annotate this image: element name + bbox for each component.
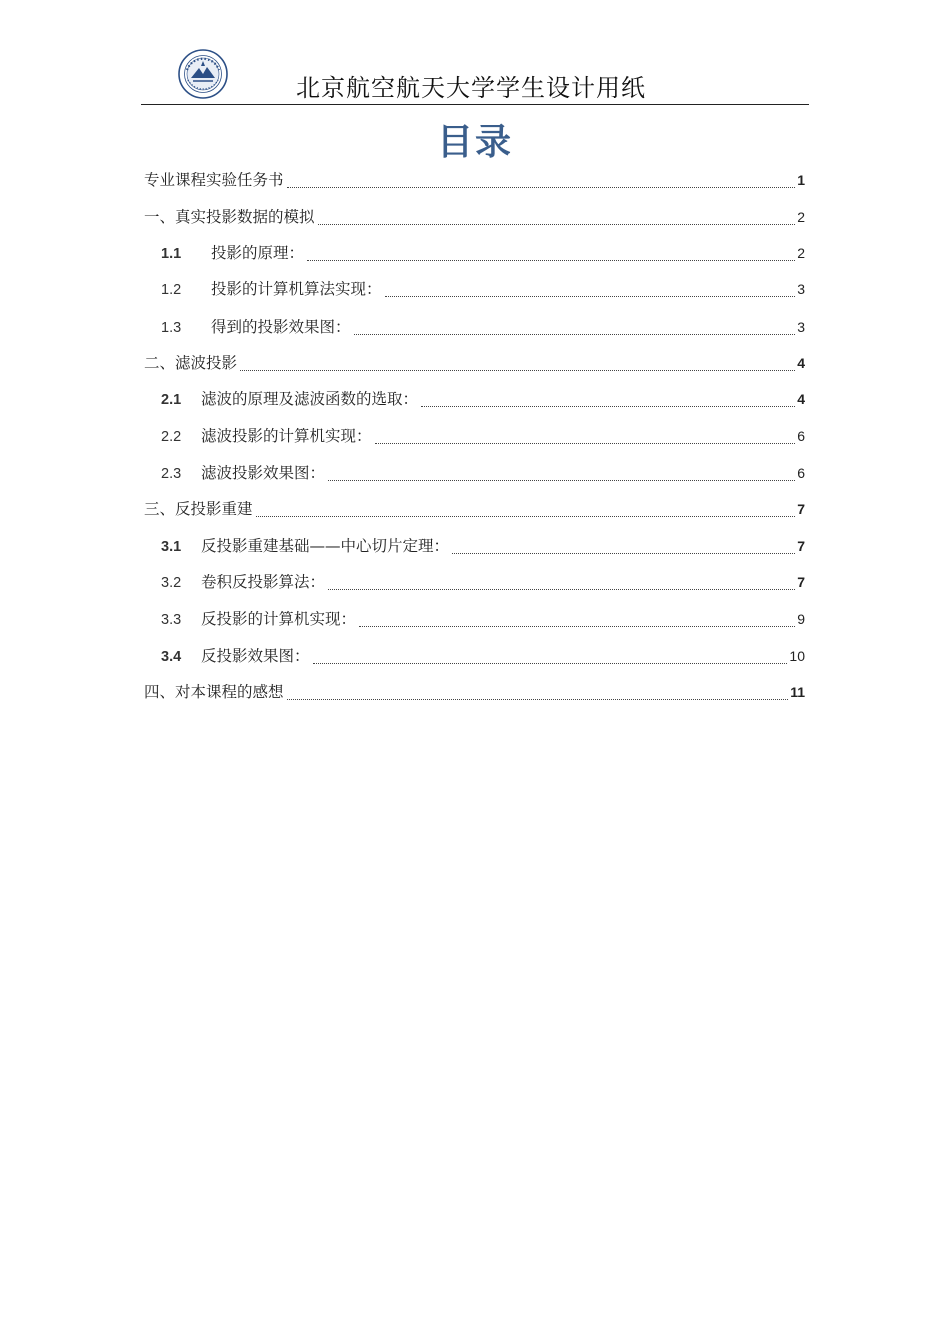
toc-dot-leader [287,699,789,700]
toc-entry[interactable] [161,241,805,265]
toc-entry-page: 3 [797,281,805,297]
toc-dot-leader [256,516,796,517]
toc-heading: 目录 [436,122,513,163]
toc-entry-number: 3.1 [161,539,182,555]
toc-entry-page: 2 [797,209,805,225]
toc-dot-leader [328,589,795,590]
toc-entry-label: 滤波的原理及滤波函数的选取： [201,390,419,408]
toc-entry-number: 3.2 [161,575,182,591]
toc-entry-page: 9 [797,611,805,627]
toc-entry[interactable] [161,607,805,631]
toc-entry-page: 6 [797,428,805,444]
toc-entry-page: 4 [797,355,805,371]
toc-entry-page: 2 [797,245,805,261]
toc-dot-leader [452,553,795,554]
toc-entry[interactable] [161,277,805,301]
toc-entry[interactable] [144,205,805,229]
toc-entry[interactable] [161,570,805,594]
toc-entry[interactable] [161,387,805,411]
toc-entry-label: 得到的投影效果图： [211,318,351,336]
toc-entry[interactable] [144,168,805,192]
toc-entry-number: 1.3 [161,320,182,336]
toc-entry-number: 2.2 [161,429,182,445]
toc-entry-page: 7 [797,501,805,517]
toc-entry-page: 7 [797,538,805,554]
toc-entry-label: 二、滤波投影 [144,354,238,372]
toc-entry[interactable] [161,534,805,558]
toc-dot-leader [318,224,796,225]
toc-entry-label: 专业课程实验任务书 [144,171,284,189]
toc-entry-page: 1 [797,172,805,188]
toc-entry-label: 投影的原理： [211,244,305,262]
toc-entry-page: 4 [797,391,805,407]
toc-dot-leader [313,663,788,664]
toc-entry-label: 三、反投影重建 [144,500,253,518]
toc-dot-leader [385,296,796,297]
toc-entry-label: 滤波投影效果图： [201,464,326,482]
toc-entry[interactable] [161,461,805,485]
toc-entry-number: 2.1 [161,392,182,408]
toc-entry[interactable] [144,351,805,375]
toc-entry-label: 一、真实投影数据的模拟 [144,208,315,226]
toc-dot-leader [375,443,796,444]
toc-dot-leader [307,260,795,261]
toc-entry[interactable] [144,497,805,521]
toc-entry-page: 11 [790,684,805,700]
toc-dot-leader [354,334,796,335]
toc-entry[interactable] [161,315,805,339]
toc-entry-label: 卷积反投影算法： [201,573,326,591]
toc-entry-page: 3 [797,319,805,335]
toc-entry-number: 3.3 [161,612,182,628]
toc-entry-label: 滤波投影的计算机实现： [201,427,372,445]
toc-dot-leader [287,187,796,188]
toc-entry-number: 3.4 [161,649,182,665]
toc-entry-number: 1.2 [161,282,182,298]
header-title: 北京航空航天大学学生设计用纸 [296,74,646,102]
toc-entry-page: 7 [797,574,805,590]
toc-entry-number: 2.3 [161,466,182,482]
toc-entry-label: 反投影重建基础——中心切片定理： [201,537,450,555]
toc-entry[interactable] [161,644,805,668]
toc-dot-leader [359,626,795,627]
toc-entry-label: 投影的计算机算法实现： [211,280,382,298]
toc-entry-page: 10 [789,648,805,664]
toc-entry-number: 1.1 [161,246,182,262]
toc-dot-leader [240,370,795,371]
toc-entry-page: 6 [797,465,805,481]
toc-entry[interactable] [161,424,805,448]
toc-dot-leader [328,480,795,481]
toc-entry-label: 反投影的计算机实现： [201,610,357,628]
toc-entry[interactable] [144,680,805,704]
toc-entry-label: 反投影效果图： [201,647,310,665]
toc-entry-label: 四、对本课程的感想 [144,683,284,701]
toc-dot-leader [421,406,795,407]
